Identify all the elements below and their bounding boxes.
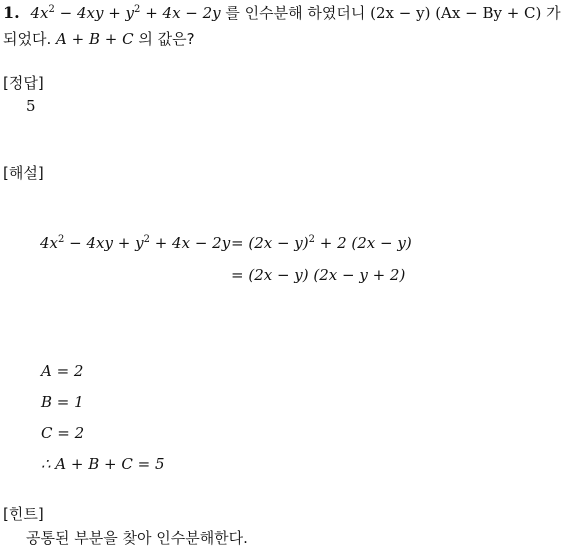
problem-line-2 — [3, 28, 195, 49]
hint-heading: [힌트] — [3, 505, 44, 523]
solution-value-c: C = 2 — [41, 424, 85, 442]
answer-value: 5 — [26, 97, 36, 115]
problem-text-2: 가 — [541, 4, 561, 22]
solution-eq1-lhs: $4x^2 - 4xy + y^2 + 4x - 2y$ — [40, 234, 231, 252]
solution-value-b: B = 1 — [41, 393, 84, 411]
problem-line2-end: 의 값은? — [133, 30, 195, 48]
hint-text: 공통된 부분을 찾아 인수분해한다. — [26, 529, 248, 547]
problem-line2-text: 되었다. — [3, 30, 57, 48]
problem-line2-math: A + B + C — [56, 30, 134, 48]
problem-factored-form: (2x − y) (Ax − By + C) — [370, 4, 542, 22]
problem-text-1: 를 인수분해 하였더니 — [220, 4, 371, 22]
solution-eq1-rhs: = $(2x - y)^2 + 2$ (2x − y) — [231, 234, 412, 252]
problem-line-1 — [3, 2, 561, 23]
problem-number: 1. — [3, 3, 20, 22]
solution-eq2-rhs: = (2x − y) (2x − y + 2) — [231, 266, 406, 284]
problem-expression: $4x^2 - 4xy + y^2 + 4x - 2y$ — [30, 4, 221, 22]
solution-heading: [해설] — [3, 164, 44, 182]
solution-value-a: A = 2 — [41, 362, 84, 380]
solution-conclusion: ∴ A + B + C = 5 — [41, 455, 165, 473]
answer-heading: [정답] — [3, 74, 44, 92]
